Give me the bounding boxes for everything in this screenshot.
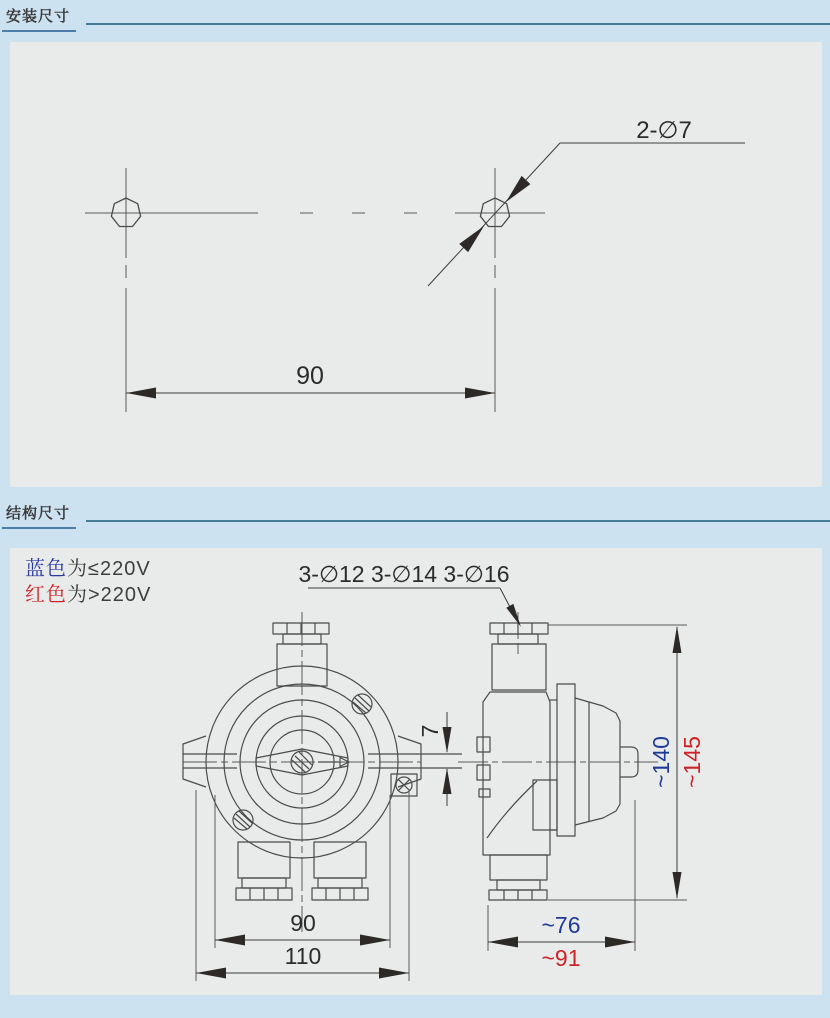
installation-drawing [10,42,822,487]
hole-callout [428,117,745,286]
mounting-spacing-value: 90 [290,910,316,936]
legend-red-rest: 为>220V [67,584,152,606]
section-header-structure [0,502,830,529]
legend-blue-term: 蓝色 [25,558,67,580]
mounting-holes [111,198,509,227]
section-rule [86,520,830,522]
side-view [458,612,658,900]
structure-panel [10,548,822,995]
section-title-installation: 安装尺寸 [2,5,76,32]
hole-count-label: 2-∅7 [636,117,692,144]
structure-drawing [10,548,822,995]
legend-blue-rest: 为≤220V [67,558,151,580]
height-value-red: ~145 [679,736,705,788]
section-rule [86,23,830,25]
legend-blue-line [25,556,151,582]
gland-callout [299,561,522,627]
section-header-installation [0,5,830,32]
hole-spacing-value: 90 [296,362,324,390]
slot-width-value: 7 [417,724,443,738]
hole-spacing-dimension [126,362,495,399]
voltage-color-legend [25,556,151,608]
depth-dimension [488,800,635,971]
installation-panel [10,42,822,487]
depth-value-red: ~91 [541,945,581,971]
slot-width-dimension [417,712,452,806]
gland-label: 3-∅12 3-∅14 3-∅16 [298,561,510,587]
depth-value-blue: ~76 [541,912,581,938]
height-value-blue: ~140 [648,736,674,788]
legend-red-term: 红色 [25,584,67,606]
overall-width-value: 110 [284,943,322,969]
legend-red-line [25,582,151,608]
section-title-structure: 结构尺寸 [2,502,76,529]
front-view [183,612,462,932]
